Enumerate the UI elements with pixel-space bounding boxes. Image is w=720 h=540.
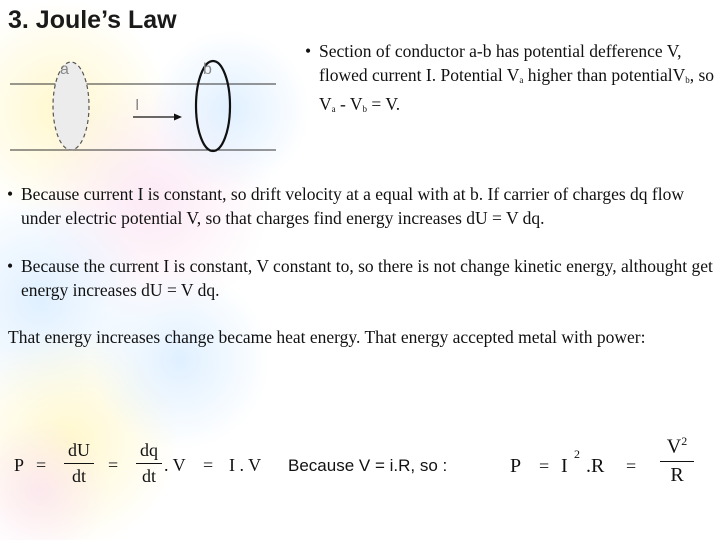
- conductor-diagram: [0, 52, 290, 162]
- bullet-drift-velocity: • Because current I is constant, so drift velocity at a equal with at b. If carrier of charges dq flow under electric potential V, so that charges find energy increases dU = V dq.: [7, 184, 684, 228]
- frac-dt-2: dt: [141, 466, 156, 486]
- label-b: b: [203, 61, 212, 78]
- frac-dt: dt: [71, 466, 86, 486]
- eq-i-dot-v: I . V: [229, 455, 262, 475]
- cross-section-b: [196, 61, 230, 151]
- frac-du-dt: [64, 440, 94, 487]
- frac-dq: dq: [140, 440, 158, 460]
- bullet-section-conductor: • Section of conductor a-b has potential defference V, flowed current I. Potential $V_a$ higher than potentialV$_b$, so $V_a - V_b = V$.: [305, 41, 715, 114]
- power-equation: [0, 430, 720, 500]
- eq2-equals-2: =: [626, 456, 637, 476]
- eq2-dot-r: .R: [586, 455, 605, 477]
- label-current: I: [135, 97, 140, 114]
- cross-section-a: [53, 62, 89, 150]
- eq-p: P: [14, 455, 25, 475]
- frac-v2-r: [660, 434, 694, 487]
- eq2-i: I: [561, 455, 568, 477]
- frac-dq-dt: [136, 440, 162, 487]
- eq2-p: P: [510, 455, 522, 477]
- bullet-dot: •: [7, 184, 14, 204]
- eq-equals-3: =: [203, 455, 214, 475]
- frac-du: dU: [68, 440, 90, 460]
- label-a: a: [60, 61, 69, 78]
- slide-title: 3. Joule’s Law: [8, 6, 177, 34]
- eq2-equals-1: =: [539, 456, 550, 476]
- bullet-dot: •: [305, 41, 312, 61]
- eq2-squared: 2: [574, 447, 580, 461]
- eq-equals-2: =: [108, 455, 119, 475]
- frac-r: R: [670, 463, 684, 486]
- bullet-dot: •: [7, 256, 14, 276]
- heat-energy-paragraph: That energy increases change became heat energy. That energy accepted metal with power:: [8, 327, 646, 347]
- current-arrow-head: [174, 114, 182, 121]
- eq-dot-v: . V: [164, 455, 186, 475]
- frac-v2: $V^2$: [666, 434, 688, 458]
- bullet-kinetic-energy: • Because the current I is constant, V constant to, so there is not change kinetic energy, althought get energy increases dU = V dq.: [7, 256, 713, 300]
- eq-equals-1: =: [36, 455, 47, 475]
- because-text: Because V = i.R, so :: [288, 456, 448, 475]
